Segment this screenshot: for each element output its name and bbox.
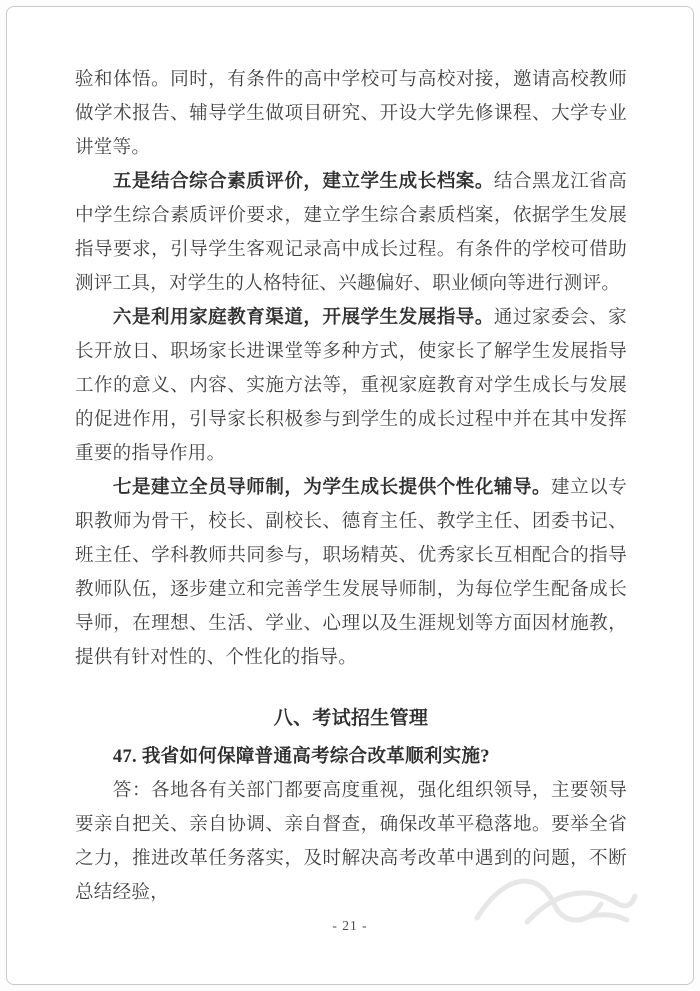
answer-paragraph: 答：各地各有关部门都要高度重视，强化组织领导，主要领导要亲自把关、亲自协调、亲自督查，确保改革平稳落地。要举全省之力，推进改革任务落实，及时解决高考改革中遇到的问题，不断总结经验，	[75, 781, 627, 903]
paragraph-text: 通过家委会、家长开放日、职场家长进课堂等多种方式，使家长了解学生发展指导工作的意义、内容、实施方法等，重视家庭教育对学生成长与发展的促进作用，引导家长积极参与到学生的成长过程中并在其中发挥重要的指导作用。	[75, 308, 627, 464]
paragraph-lead: 五是结合综合素质评价，建立学生成长档案。	[112, 172, 494, 192]
document-page	[6, 6, 694, 985]
paragraph-text: 建立以专职教师为骨干，校长、副校长、德育主任、教学主任、团委书记、班主任、学科教师共同参与，职场精英、优秀家长互相配合的指导教师队伍，逐步建立和完善学生发展导师制，为每位学生配备成长导师，在理想、生活、学业、心理以及生涯规划等方面因材施教，提供有针对性的、个性化的指导。	[75, 478, 627, 668]
paragraph	[75, 301, 627, 471]
paragraph-text: 验和体悟。同时，有条件的高中学校可与高校对接，邀请高校教师做学术报告、辅导学生做项目研究、开设大学先修课程、大学专业讲堂等。	[75, 70, 627, 158]
page-content	[7, 7, 693, 910]
page-number: - 21 -	[332, 918, 368, 933]
paragraph-lead: 七是建立全员导师制，为学生成长提供个性化辅导。	[112, 478, 552, 498]
paragraph-lead: 六是利用家庭教育渠道，开展学生发展指导。	[112, 308, 494, 328]
paragraph	[75, 471, 627, 675]
paragraph-text: 结合黑龙江省高中学生综合素质评价要求，建立学生综合素质档案，依据学生发展指导要求，引导学生客观记录高中成长过程。有条件的学校可借助测评工具，对学生的人格特征、兴趣偏好、职业倾向等进行测评。	[75, 172, 627, 294]
paragraph	[75, 63, 627, 165]
question-heading: 47. 我省如何保障普通高考综合改革顺利实施?	[112, 747, 490, 767]
section-heading: 八、考试招生管理	[273, 708, 429, 729]
paragraph	[75, 165, 627, 301]
